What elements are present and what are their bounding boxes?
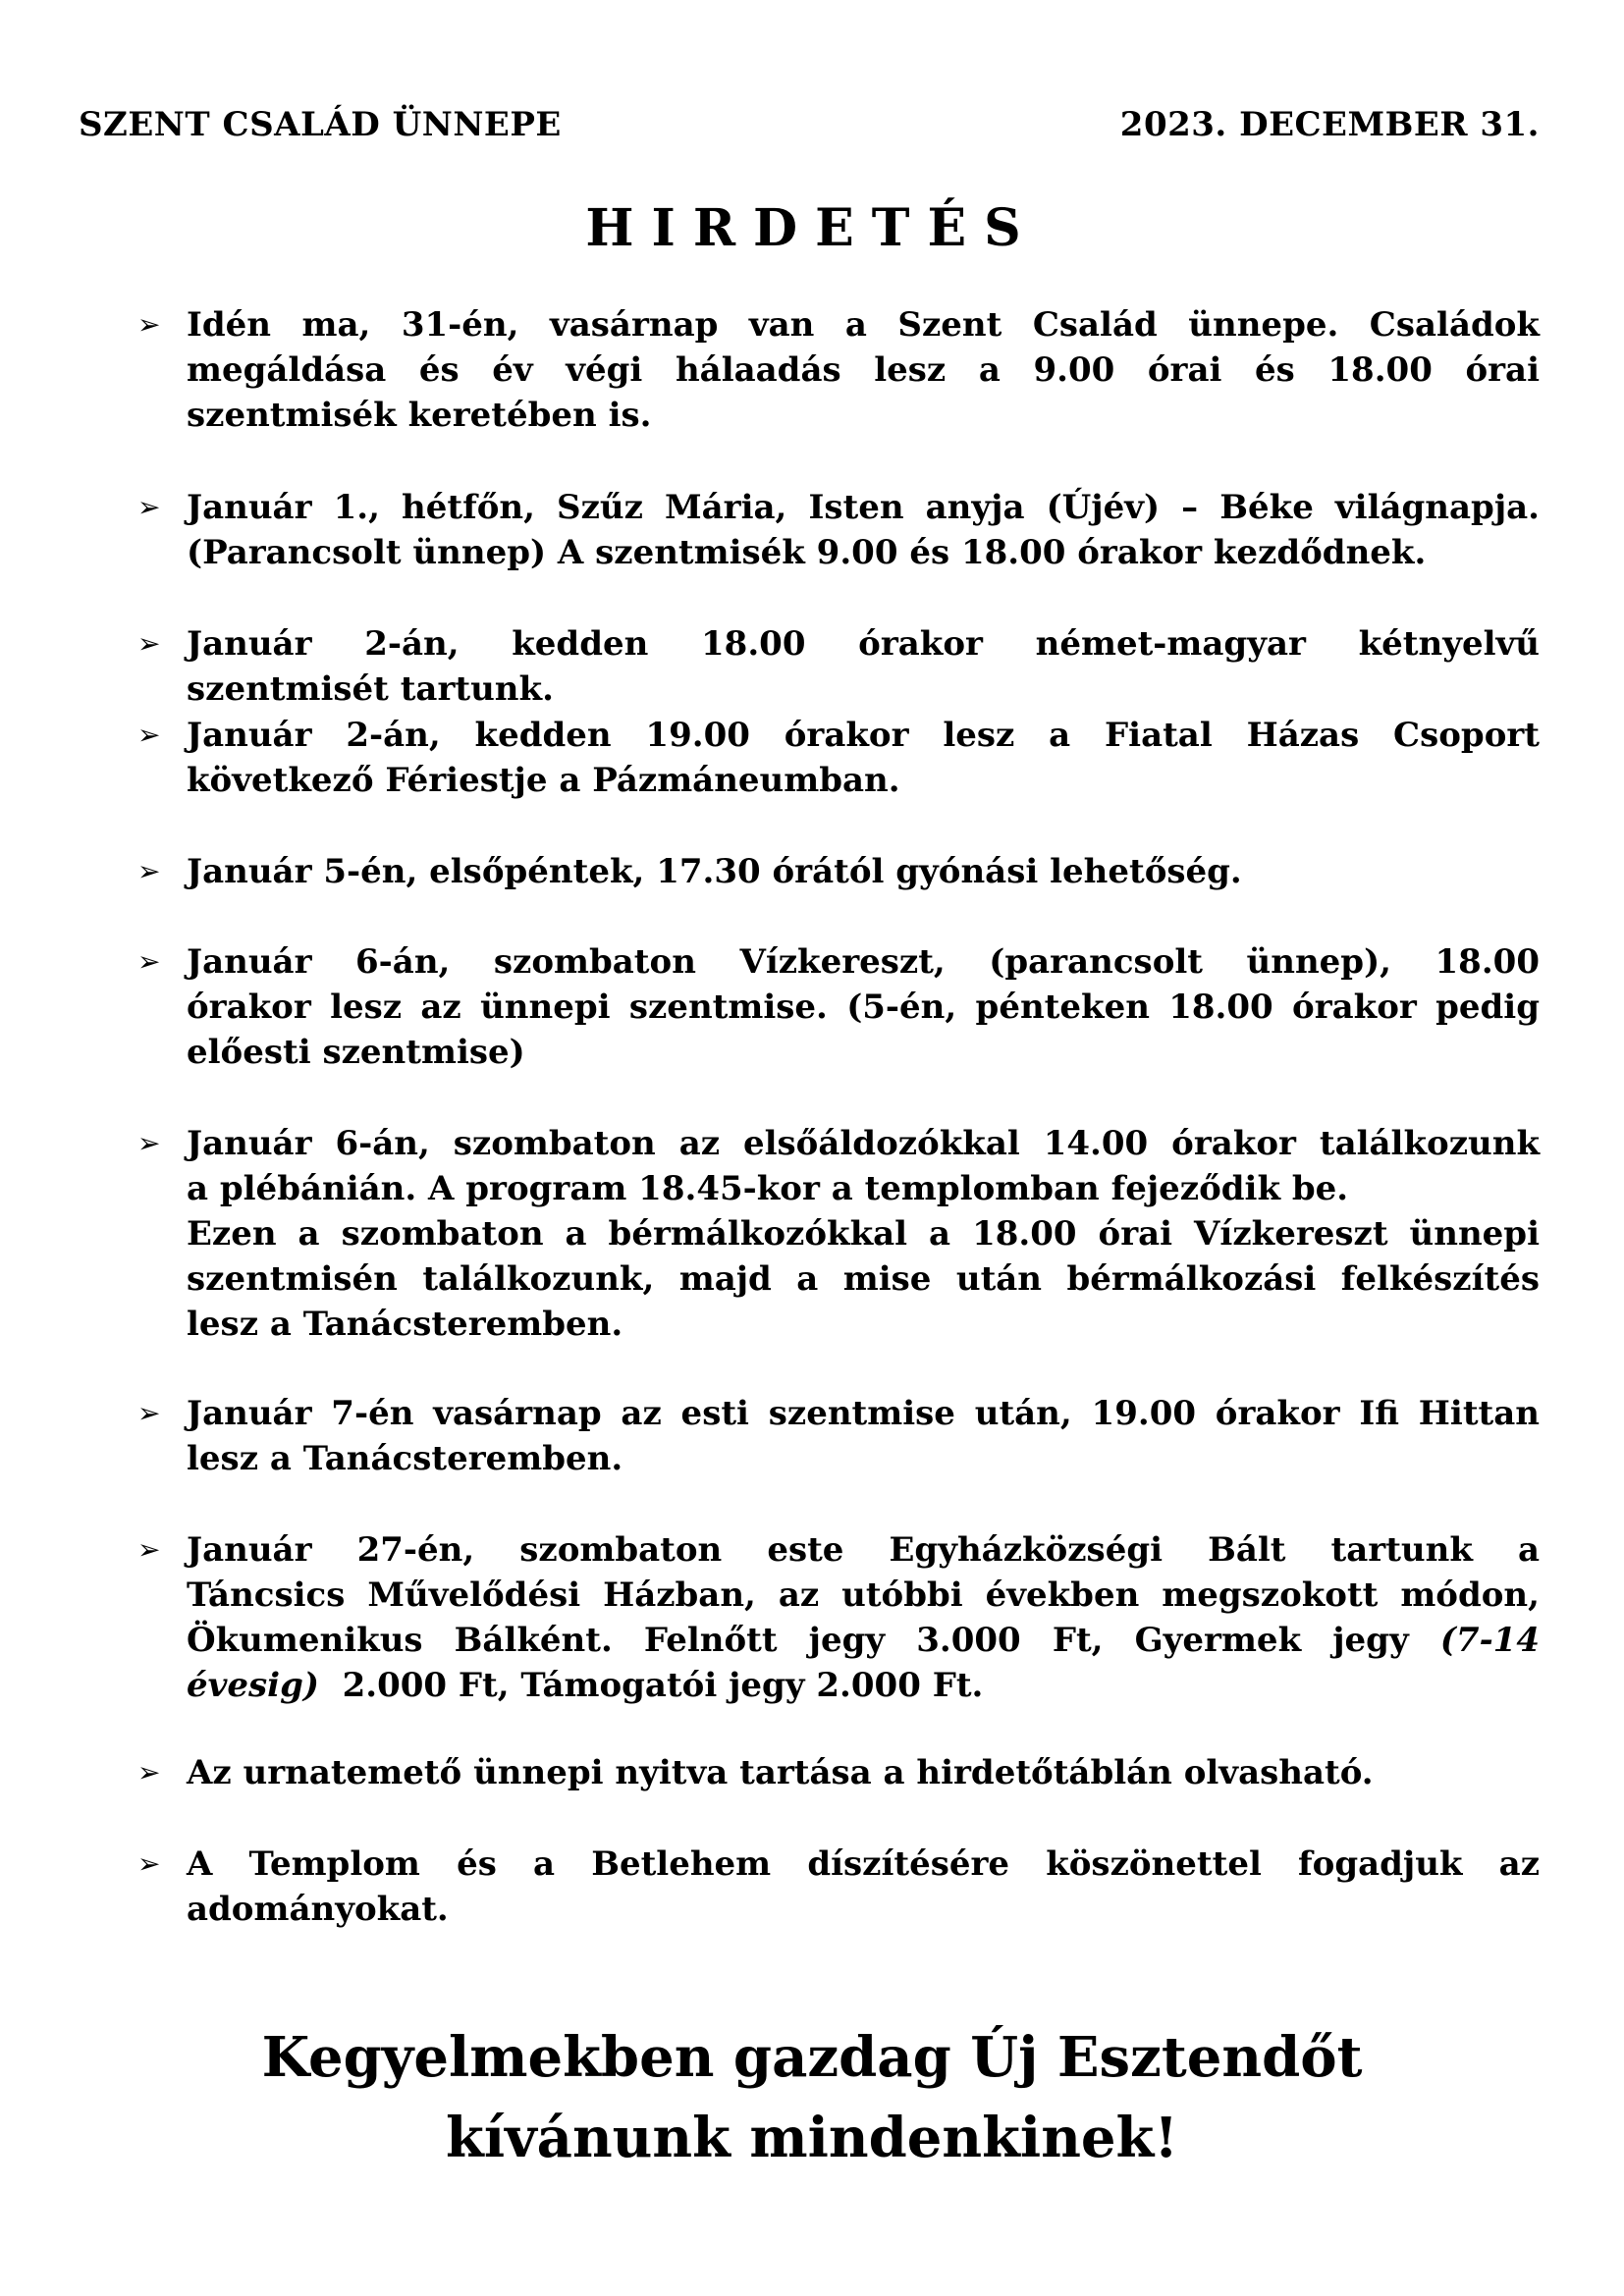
announcement-line: következő Fériestje a Pázmáneumban.	[187, 761, 900, 800]
announcement-item	[137, 1750, 1540, 1795]
announcement-line: adományokat.	[187, 1890, 449, 1929]
announcement-item	[137, 1527, 1540, 1708]
arrow-bullet-icon: ➢	[137, 1397, 161, 1429]
feast-name: SZENT CSALÁD ÜNNEPE	[79, 105, 562, 144]
page-title: HIRDETÉS	[585, 198, 1039, 258]
announcement-line: Táncsics Művelődési Házban, az utóbbi években megszokott módon,	[187, 1575, 1540, 1615]
announcement-item	[137, 485, 1540, 575]
closing-greeting-line1: Kegyelmekben gazdag Új Esztendőt	[261, 2025, 1363, 2090]
arrow-bullet-icon: ➢	[137, 1533, 161, 1566]
announcement-line: (Parancsolt ünnep) A szentmisék 9.00 és 18.00 órakor kezdődnek.	[187, 533, 1427, 572]
announcement-line: Január 7-én vasárnap az esti szentmise után, 19.00 órakor Ifi Hittan	[187, 1394, 1540, 1433]
announcement-item	[137, 621, 1540, 712]
age-range-italic: (7-14	[1439, 1621, 1540, 1660]
announcement-item	[137, 302, 1540, 438]
announcement-item	[137, 849, 1540, 894]
arrow-bullet-icon: ➢	[137, 491, 161, 523]
announcement-line: Idén ma, 31-én, vasárnap van a Szent Család ünnepe. Családok	[187, 305, 1540, 345]
announcement-line: a plébánián. A program 18.45-kor a templomban fejeződik be.	[187, 1169, 1349, 1208]
document-date: 2023. DECEMBER 31.	[1119, 105, 1540, 144]
announcement-line: szentmisét tartunk.	[187, 669, 554, 709]
arrow-bullet-icon: ➢	[137, 945, 161, 978]
announcement-line	[187, 1663, 983, 1708]
announcement-line: szentmisén találkozunk, majd a mise után bérmálkozási felkészítés	[187, 1259, 1540, 1299]
announcement-text: 2.000 Ft, Támogatói jegy 2.000 Ft.	[318, 1666, 984, 1705]
arrow-bullet-icon: ➢	[137, 627, 161, 660]
announcement-text: Ökumenikus Bálként. Felnőtt jegy 3.000 Ft, Gyermek jegy	[187, 1621, 1440, 1660]
age-range-italic: évesig)	[187, 1666, 319, 1705]
announcement-item	[137, 713, 1540, 803]
arrow-bullet-icon: ➢	[137, 855, 161, 887]
announcement-line: Január 27-én, szombaton este Egyházközségi Bált tartunk a	[187, 1530, 1540, 1570]
arrow-bullet-icon: ➢	[137, 1127, 161, 1159]
announcement-line: Január 6-án, szombaton Vízkereszt, (parancsolt ünnep), 18.00	[187, 942, 1540, 982]
announcement-line: órakor lesz az ünnepi szentmise. (5-én, pénteken 18.00 órakor pedig	[187, 988, 1540, 1027]
announcement-line: szentmisék keretében is.	[187, 396, 652, 435]
announcement-line: lesz a Tanácsteremben.	[187, 1439, 623, 1478]
announcement-line: megáldása és év végi hálaadás lesz a 9.00 órai és 18.00 órai	[187, 350, 1540, 390]
announcement-line: Január 1., hétfőn, Szűz Mária, Isten anyja (Újév) – Béke világnapja.	[187, 488, 1540, 527]
announcement-line: Január 2-án, kedden 18.00 órakor német-magyar kétnyelvű	[187, 624, 1540, 664]
announcement-item	[137, 939, 1540, 1075]
arrow-bullet-icon: ➢	[137, 1756, 161, 1789]
announcement-line: A Templom és a Betlehem díszítésére köszönettel fogadjuk az	[187, 1844, 1540, 1884]
announcement-item	[137, 1121, 1540, 1347]
announcement-item	[137, 1391, 1540, 1481]
announcement-line: Ezen a szombaton a bérmálkozókkal a 18.00 órai Vízkereszt ünnepi	[187, 1214, 1540, 1254]
closing-greeting-line2: kívánunk mindenkinek!	[446, 2106, 1178, 2170]
arrow-bullet-icon: ➢	[137, 1847, 161, 1880]
announcement-line: Január 2-án, kedden 19.00 órakor lesz a Fiatal Házas Csoport	[187, 716, 1540, 755]
announcement-line: Január 5-én, elsőpéntek, 17.30 órától gyónási lehetőség.	[187, 852, 1242, 891]
announcement-line	[187, 1618, 1540, 1663]
arrow-bullet-icon: ➢	[137, 308, 161, 341]
arrow-bullet-icon: ➢	[137, 719, 161, 751]
announcement-line: lesz a Tanácsteremben.	[187, 1305, 623, 1344]
announcement-line: Az urnatemető ünnepi nyitva tartása a hirdetőtáblán olvasható.	[187, 1753, 1374, 1792]
announcement-line: előesti szentmise)	[187, 1033, 525, 1072]
announcement-item	[137, 1842, 1540, 1932]
announcement-line: Január 6-án, szombaton az elsőáldozókkal 14.00 órakor találkozunk	[187, 1124, 1540, 1163]
